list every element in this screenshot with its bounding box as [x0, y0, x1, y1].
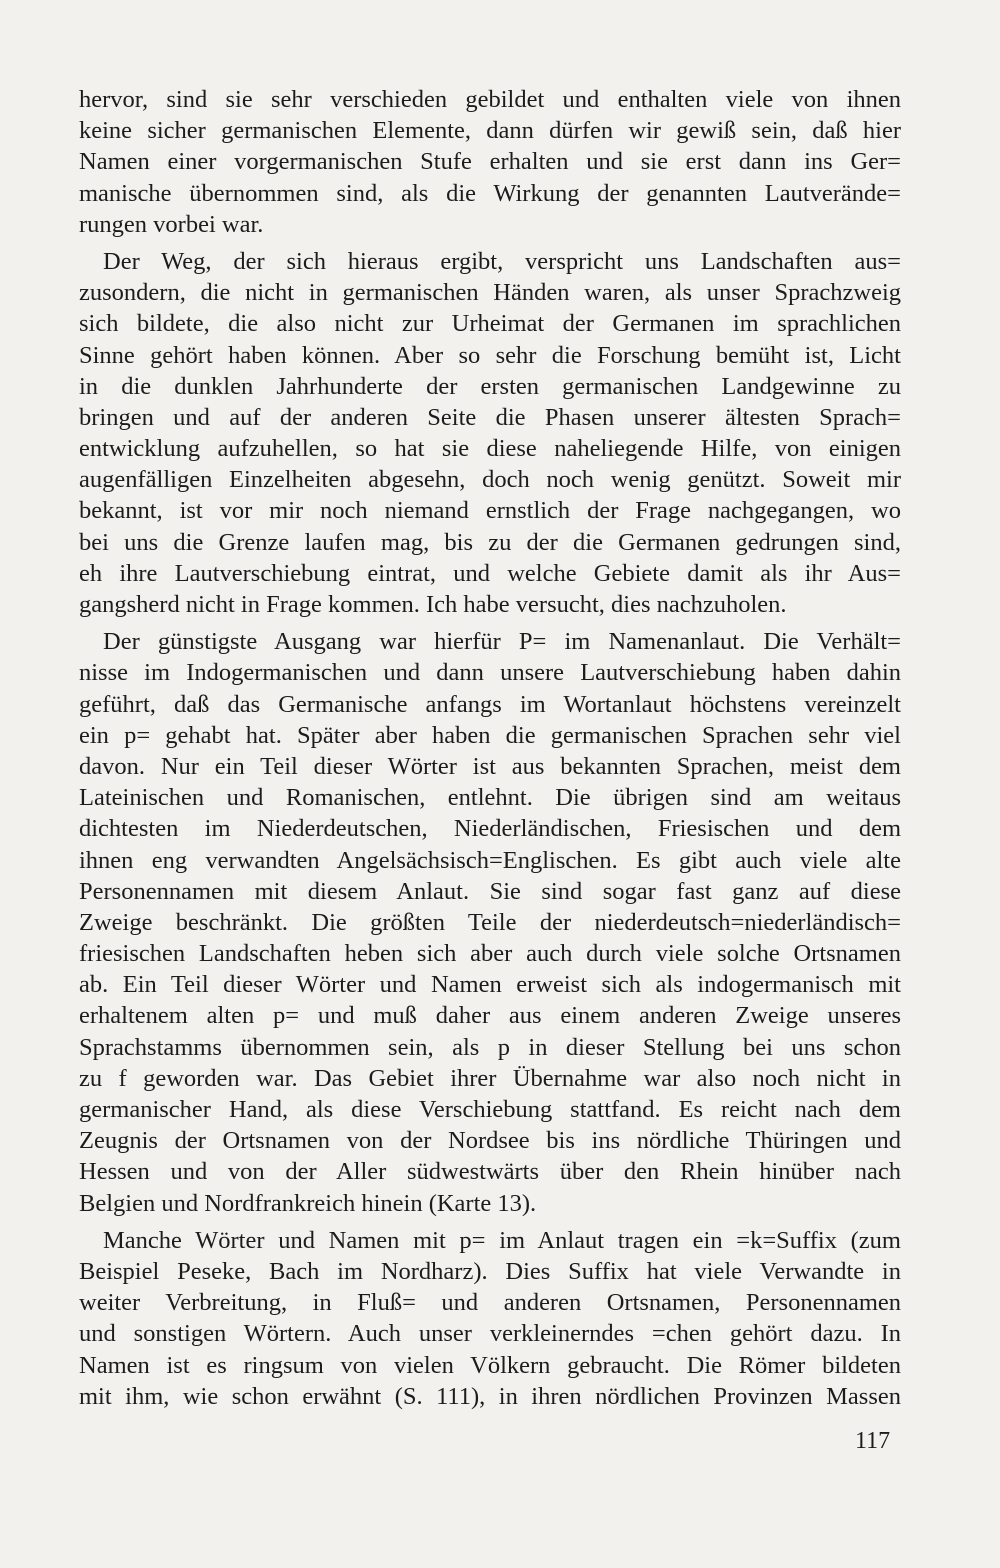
- paragraph-3: [79, 626, 901, 1219]
- text-line: Manche Wörter und Namen mit p= im Anlaut tragen ein =k=Suffix (zum: [103, 1226, 901, 1254]
- text-line: entwicklung aufzuhellen, so hat sie diese naheliegende Hilfe, von einigen: [79, 435, 901, 463]
- text-line: Belgien und Nordfrankreich hinein (Karte 13).: [79, 1189, 537, 1217]
- text-line: mit ihm, wie schon erwähnt (S. 111), in ihren nördlichen Provinzen Massen: [79, 1382, 901, 1410]
- text-line: bekannt, ist vor mir noch niemand ernstlich der Frage nachgegangen, wo: [79, 497, 901, 525]
- text-line: sich bildete, die also nicht zur Urheimat der Germanen im sprachlichen: [79, 310, 901, 338]
- text-line: Namen einer vorgermanischen Stufe erhalten und sie erst dann ins Ger=: [79, 148, 901, 176]
- text-line: rungen vorbei war.: [79, 210, 264, 238]
- text-line: Der Weg, der sich hieraus ergibt, verspricht uns Landschaften aus=: [103, 247, 901, 275]
- text-line: ab. Ein Teil dieser Wörter und Namen erweist sich als indogermanisch mit: [79, 971, 901, 999]
- text-line: und sonstigen Wörtern. Auch unser verkleinerndes =chen gehört dazu. In: [79, 1320, 901, 1348]
- page-number: 117: [855, 1428, 891, 1454]
- text-line: dichtesten im Niederdeutschen, Niederländischen, Friesischen und dem: [79, 815, 901, 843]
- text-line: hervor, sind sie sehr verschieden gebildet und enthalten viele von ihnen: [79, 86, 901, 113]
- text-line: erhaltenem alten p= und muß daher aus einem anderen Zweige unseres: [79, 1002, 901, 1030]
- text-line: Sinne gehört haben können. Aber so sehr die Forschung bemüht ist, Licht: [79, 341, 901, 369]
- text-line: Zeugnis der Ortsnamen von der Nordsee bis ins nördliche Thüringen und: [79, 1127, 901, 1155]
- text-line: zusondern, die nicht in germanischen Händen waren, als unser Sprachzweig: [79, 279, 901, 307]
- text-line: Der günstigste Ausgang war hierfür P= im Namenanlaut. Die Verhält=: [103, 628, 901, 656]
- text-line: Hessen und von der Aller südwestwärts über den Rhein hinüber nach: [79, 1158, 901, 1186]
- text-line: Beispiel Peseke, Bach im Nordharz). Dies Suffix hat viele Verwandte in: [79, 1257, 901, 1285]
- text-line: ihnen eng verwandten Angelsächsisch=Englischen. Es gibt auch viele alte: [79, 846, 901, 874]
- text-line: in die dunklen Jahrhunderte der ersten germanischen Landgewinne zu: [79, 372, 901, 400]
- paragraph-1: [79, 84, 901, 240]
- text-line: davon. Nur ein Teil dieser Wörter ist aus bekannten Sprachen, meist dem: [79, 752, 901, 780]
- text-line: geführt, daß das Germanische anfangs im Wortanlaut höchstens vereinzelt: [79, 690, 901, 718]
- text-line: keine sicher germanischen Elemente, dann dürfen wir gewiß sein, daß hier: [79, 117, 901, 145]
- text-line: zu f geworden war. Das Gebiet ihrer Übernahme war also noch nicht in: [79, 1064, 901, 1092]
- text-line: ein p= gehabt hat. Später aber haben die germanischen Sprachen sehr viel: [79, 721, 901, 749]
- text-line: Zweige beschränkt. Die größten Teile der niederdeutsch=niederländisch=: [79, 908, 901, 936]
- text-line: Sprachstamms übernommen sein, als p in dieser Stellung bei uns schon: [79, 1033, 901, 1061]
- text-line: Personennamen mit diesem Anlaut. Sie sind sogar fast ganz auf diese: [79, 877, 901, 905]
- paragraph-2: [79, 246, 901, 620]
- text-line: germanischer Hand, als diese Verschiebung stattfand. Es reicht nach dem: [79, 1096, 901, 1123]
- paragraph-4: [79, 1225, 901, 1412]
- text-line: eh ihre Lautverschiebung eintrat, und welche Gebiete damit als ihr Aus=: [79, 559, 901, 587]
- text-line: gangsherd nicht in Frage kommen. Ich habe versucht, dies nachzuholen.: [79, 591, 787, 618]
- text-line: manische übernommen sind, als die Wirkung der genannten Lautverände=: [79, 179, 901, 207]
- text-line: friesischen Landschaften heben sich aber auch durch viele solche Ortsnamen: [79, 940, 901, 968]
- text-line: weiter Verbreitung, in Fluß= und anderen Ortsnamen, Personennamen: [79, 1289, 901, 1317]
- text-line: Namen ist es ringsum von vielen Völkern gebraucht. Die Römer bildeten: [79, 1351, 901, 1379]
- body-text: [79, 84, 901, 1412]
- text-line: bei uns die Grenze laufen mag, bis zu der die Germanen gedrungen sind,: [79, 528, 901, 556]
- text-line: augenfälligen Einzelheiten abgesehn, doch noch wenig genützt. Soweit mir: [79, 466, 901, 494]
- text-line: Lateinischen und Romanischen, entlehnt. Die übrigen sind am weitaus: [79, 784, 901, 812]
- text-line: bringen und auf der anderen Seite die Phasen unserer ältesten Sprach=: [79, 403, 901, 431]
- text-line: nisse im Indogermanischen und dann unsere Lautverschiebung haben dahin: [79, 659, 901, 687]
